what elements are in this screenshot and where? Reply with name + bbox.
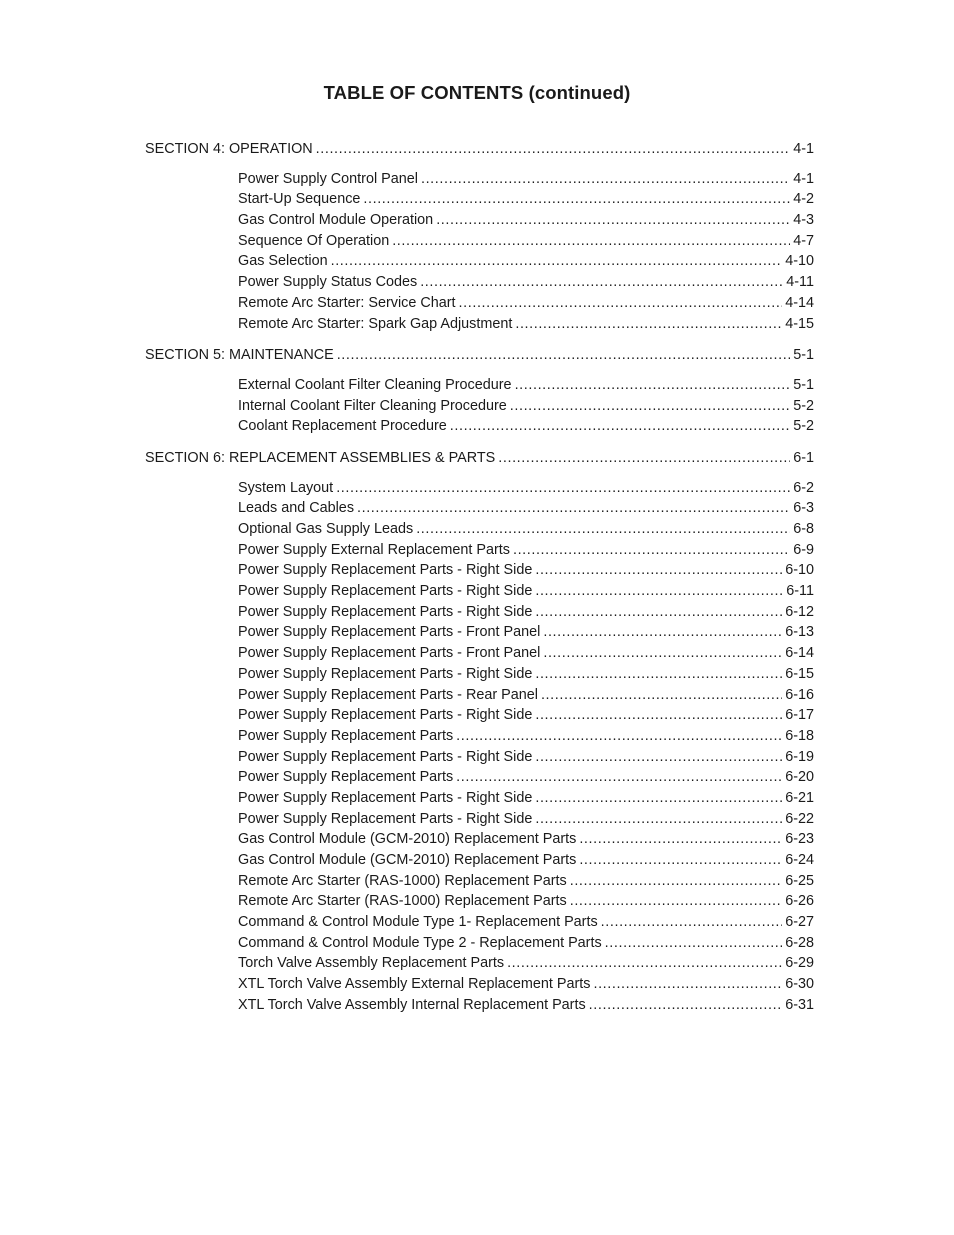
toc-entry[interactable] <box>238 293 814 314</box>
toc-entry-page: 6-29 <box>785 955 814 972</box>
dot-leader <box>579 850 782 871</box>
dot-leader <box>570 891 782 912</box>
dot-leader <box>535 581 783 602</box>
toc-section-label: SECTION 5: MAINTENANCE <box>145 347 334 364</box>
toc-entry-page: 6-26 <box>785 893 814 910</box>
toc-entry[interactable] <box>238 809 814 830</box>
toc-entry-page: 6-13 <box>785 624 814 641</box>
toc-entry-label: Power Supply Replacement Parts - Right Side <box>238 748 533 765</box>
dot-leader <box>535 788 782 809</box>
toc-section <box>0 345 954 437</box>
toc-entry-page: 6-28 <box>785 934 814 951</box>
dot-leader <box>416 519 790 540</box>
toc-entry-page: 6-15 <box>785 665 814 682</box>
toc-entry-page: 6-23 <box>785 831 814 848</box>
dot-leader <box>357 498 790 519</box>
toc-entry-page: 6-2 <box>793 479 814 496</box>
toc-section-page: 6-1 <box>793 449 814 466</box>
toc-entry-label: XTL Torch Valve Assembly External Replacement Parts <box>238 976 591 993</box>
dot-leader <box>589 995 783 1016</box>
toc-entry-label: Power Supply Replacement Parts - Right Side <box>238 583 533 600</box>
dot-leader <box>331 251 783 272</box>
toc-entry[interactable] <box>238 912 814 933</box>
toc-entry-label: Remote Arc Starter: Service Chart <box>238 294 456 311</box>
dot-leader <box>535 747 782 768</box>
toc-entry[interactable] <box>238 169 814 190</box>
toc-entry-label: Power Supply External Replacement Parts <box>238 541 510 558</box>
toc-entry[interactable] <box>238 705 814 726</box>
toc-entry[interactable] <box>238 871 814 892</box>
dot-leader <box>316 139 791 160</box>
toc-entry-page: 5-2 <box>793 418 814 435</box>
toc-entry-page: 6-14 <box>785 645 814 662</box>
toc-entry[interactable] <box>238 272 814 293</box>
dot-leader <box>363 189 790 210</box>
dot-leader <box>535 809 782 830</box>
dot-leader <box>535 602 782 623</box>
toc-entry-page: 4-2 <box>793 191 814 208</box>
toc-entry-label: Power Supply Status Codes <box>238 274 418 291</box>
toc-entry-label: Command & Control Module Type 2 - Replacement Parts <box>238 934 602 951</box>
dot-leader <box>535 664 782 685</box>
toc-entry-page: 4-10 <box>785 253 814 270</box>
toc-entry-label: Power Supply Replacement Parts - Right Side <box>238 665 533 682</box>
toc-entry-label: Remote Arc Starter (RAS-1000) Replacement Parts <box>238 893 567 910</box>
toc-entry[interactable] <box>238 519 814 540</box>
toc-entry[interactable] <box>238 726 814 747</box>
toc-entry-label: Power Supply Replacement Parts - Front Panel <box>238 645 541 662</box>
toc-entry-label: Power Supply Replacement Parts - Right Side <box>238 603 533 620</box>
toc-entry[interactable] <box>238 829 814 850</box>
toc-entry[interactable] <box>238 933 814 954</box>
toc-entry[interactable] <box>238 210 814 231</box>
toc-entry-label: Power Supply Replacement Parts - Right Side <box>238 810 533 827</box>
toc-entry-page: 5-2 <box>793 397 814 414</box>
toc-entry[interactable] <box>238 231 814 252</box>
toc-entry[interactable] <box>238 498 814 519</box>
toc-section <box>0 139 954 334</box>
toc-entry-label: Power Supply Replacement Parts - Rear Panel <box>238 686 538 703</box>
toc-entry-page: 6-24 <box>785 852 814 868</box>
toc-entry[interactable] <box>238 478 814 499</box>
toc-entry[interactable] <box>238 602 814 623</box>
toc-section-label: SECTION 4: OPERATION <box>145 141 313 157</box>
toc-entry-page: 6-31 <box>785 996 814 1013</box>
toc-entry-list <box>0 375 954 437</box>
dot-leader <box>543 643 782 664</box>
toc-entry[interactable] <box>238 396 814 417</box>
dot-leader <box>579 829 782 850</box>
toc-entry-page: 5-1 <box>793 376 814 393</box>
toc-entry[interactable] <box>238 995 814 1016</box>
dot-leader <box>421 169 790 190</box>
page-title: TABLE OF CONTENTS (continued) <box>323 82 631 103</box>
toc-entry-page: 4-7 <box>793 232 814 249</box>
toc-entry-label: Gas Selection <box>238 253 328 270</box>
toc-entry[interactable] <box>238 581 814 602</box>
toc-entry-label: Power Supply Control Panel <box>238 170 418 187</box>
toc-section-heading[interactable] <box>145 139 814 160</box>
toc-entry-page: 6-20 <box>785 769 814 786</box>
toc-entry-label: External Coolant Filter Cleaning Procedure <box>238 376 512 393</box>
dot-leader <box>507 953 782 974</box>
toc-entry-label: Sequence Of Operation <box>238 232 390 249</box>
toc-entry-page: 4-14 <box>785 294 814 311</box>
toc-section-page: 5-1 <box>793 347 814 364</box>
dot-leader <box>535 560 782 581</box>
toc-entry-label: Remote Arc Starter: Spark Gap Adjustment <box>238 315 513 332</box>
toc-entry[interactable] <box>238 891 814 912</box>
toc-entry-label: Power Supply Replacement Parts - Right Side <box>238 789 533 806</box>
dot-leader <box>605 933 783 954</box>
toc-entry-label: Power Supply Replacement Parts <box>238 769 454 786</box>
toc-entry-page: 6-9 <box>793 541 814 558</box>
toc-entry[interactable] <box>238 375 814 396</box>
toc-entry-label: Power Supply Replacement Parts - Front Panel <box>238 624 541 641</box>
dot-leader <box>337 345 790 366</box>
toc-entry-page: 6-11 <box>786 583 814 600</box>
toc-entry[interactable] <box>238 251 814 272</box>
toc-entry-page: 6-27 <box>785 914 814 931</box>
toc-entry-page: 6-19 <box>785 748 814 765</box>
toc-entry[interactable] <box>238 747 814 768</box>
dot-leader <box>459 293 783 314</box>
dot-leader <box>593 974 782 995</box>
dot-leader <box>336 478 790 499</box>
toc-entry-page: 6-10 <box>785 562 814 579</box>
toc-entry[interactable] <box>238 416 814 437</box>
toc-entry-page: 4-15 <box>785 315 814 332</box>
toc-entry-label: Power Supply Replacement Parts - Right Side <box>238 707 533 724</box>
table-of-contents <box>0 139 954 1027</box>
dot-leader <box>535 705 782 726</box>
toc-entry-page: 6-25 <box>785 872 814 889</box>
toc-entry-label: Start-Up Sequence <box>238 191 361 208</box>
toc-entry-page: 6-12 <box>785 603 814 620</box>
toc-entry-list <box>0 478 954 1016</box>
toc-entry-page: 6-22 <box>785 810 814 827</box>
toc-entry-label: Torch Valve Assembly Replacement Parts <box>238 955 505 972</box>
toc-entry-page: 6-17 <box>785 707 814 724</box>
dot-leader <box>436 210 790 231</box>
toc-entry-label: Power Supply Replacement Parts <box>238 727 454 744</box>
toc-entry-label: Gas Control Module (GCM-2010) Replacement Parts <box>238 831 577 848</box>
toc-entry[interactable] <box>238 643 814 664</box>
dot-leader <box>510 396 790 417</box>
dot-leader <box>450 416 790 437</box>
toc-entry-label: Power Supply Replacement Parts - Right Side <box>238 562 533 579</box>
toc-entry[interactable] <box>238 767 814 788</box>
dot-leader <box>392 231 790 252</box>
toc-entry-label: Leads and Cables <box>238 500 355 517</box>
dot-leader <box>543 622 782 643</box>
toc-section-heading[interactable] <box>145 345 814 366</box>
toc-entry-page: 6-16 <box>785 686 814 703</box>
dot-leader <box>420 272 783 293</box>
toc-section-label: SECTION 6: REPLACEMENT ASSEMBLIES & PARTS <box>145 449 496 466</box>
toc-entry-page: 4-3 <box>793 212 814 229</box>
dot-leader <box>498 448 790 469</box>
toc-entry-list <box>0 169 954 335</box>
toc-entry-page: 6-3 <box>793 500 814 517</box>
toc-entry[interactable] <box>238 953 814 974</box>
toc-entry[interactable] <box>238 314 814 335</box>
dot-leader <box>601 912 783 933</box>
toc-entry-label: System Layout <box>238 479 334 496</box>
toc-entry-page: 4-11 <box>786 274 814 291</box>
toc-entry-label: XTL Torch Valve Assembly Internal Replacement Parts <box>238 996 586 1013</box>
dot-leader <box>515 314 782 335</box>
dot-leader <box>456 767 782 788</box>
toc-entry-page: 6-21 <box>785 789 814 806</box>
dot-leader <box>570 871 782 892</box>
toc-section-page: 4-1 <box>793 141 814 157</box>
toc-entry[interactable] <box>238 788 814 809</box>
toc-entry[interactable] <box>238 189 814 210</box>
toc-entry-page: 4-1 <box>793 170 814 187</box>
toc-entry-label: Command & Control Module Type 1- Replacement Parts <box>238 914 598 931</box>
toc-entry-label: Gas Control Module Operation <box>238 212 434 229</box>
toc-entry[interactable] <box>238 685 814 706</box>
dot-leader <box>541 685 782 706</box>
toc-entry-label: Gas Control Module (GCM-2010) Replacement Parts <box>238 852 577 868</box>
toc-entry[interactable] <box>238 622 814 643</box>
dot-leader <box>515 375 791 396</box>
toc-entry-page: 6-18 <box>785 727 814 744</box>
toc-entry[interactable] <box>238 560 814 581</box>
toc-entry[interactable] <box>238 664 814 685</box>
toc-section <box>0 448 954 1016</box>
toc-entry-label: Coolant Replacement Procedure <box>238 418 447 435</box>
toc-entry-label: Remote Arc Starter (RAS-1000) Replacement Parts <box>238 872 567 889</box>
toc-entry-page: 6-8 <box>793 521 814 537</box>
toc-entry[interactable] <box>238 850 814 871</box>
toc-entry[interactable] <box>238 540 814 561</box>
toc-entry-page: 6-30 <box>785 976 814 993</box>
dot-leader <box>456 726 782 747</box>
toc-entry[interactable] <box>238 974 814 995</box>
toc-entry-label: Internal Coolant Filter Cleaning Procedure <box>238 397 507 414</box>
toc-entry-label: Optional Gas Supply Leads <box>238 521 414 537</box>
toc-section-heading[interactable] <box>145 448 814 469</box>
dot-leader <box>513 540 790 561</box>
